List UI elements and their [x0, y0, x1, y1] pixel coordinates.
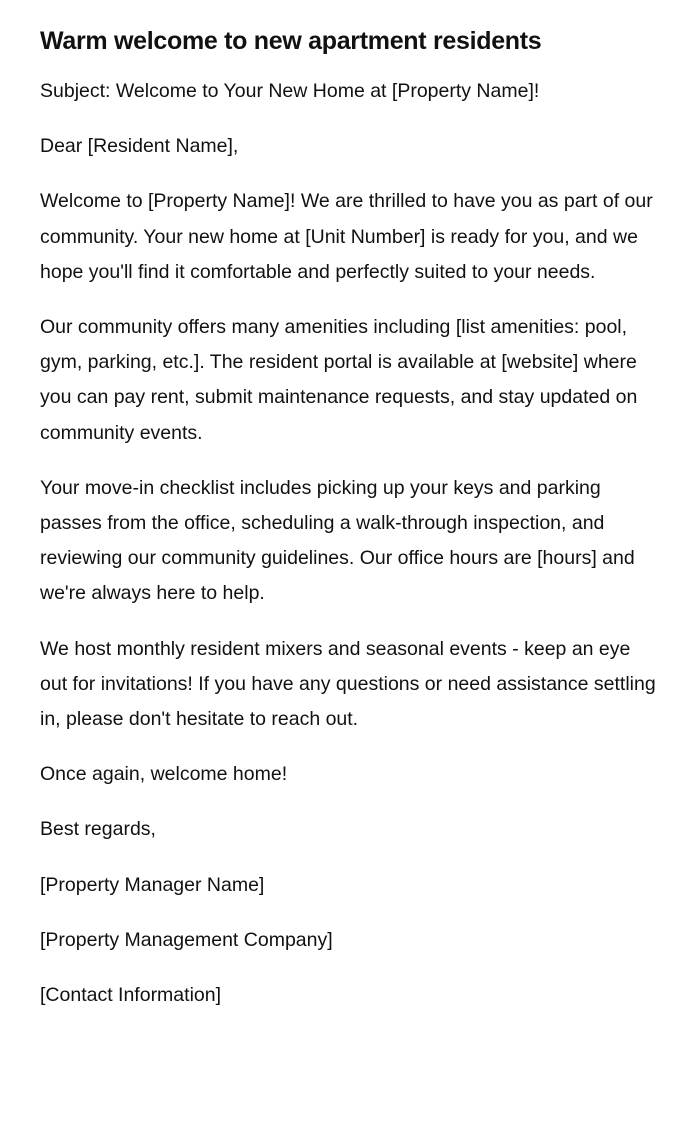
document-title: Warm welcome to new apartment residents	[40, 27, 542, 55]
closing-line: Once again, welcome home!	[40, 763, 288, 786]
signoff: Best regards,	[40, 818, 156, 841]
signature-manager: [Property Manager Name]	[40, 873, 265, 896]
signature-contact: [Contact Information]	[40, 984, 222, 1007]
body-paragraph-events: We host monthly resident mixers and seasonal events - keep an eye out for invitations! If you have any questions or need assistance settling in, please don't hesitate to reach out.	[40, 637, 656, 731]
signature-company: [Property Management Company]	[40, 928, 333, 951]
subject-line: Subject: Welcome to Your New Home at [Property Name]!	[40, 80, 540, 102]
salutation: Dear [Resident Name],	[40, 135, 239, 158]
body-paragraph-checklist: Your move-in checklist includes picking up your keys and parking passes from the office, scheduling a walk-through inspection, and reviewing our community guidelines. Our office hours are [hours] and we're always here to help.	[40, 476, 635, 605]
body-paragraph-amenities: Our community offers many amenities including [list amenities: pool, gym, parking, etc.]. The resident portal is available at [website] where you can pay rent, submit maintenance requests, and stay updated on community events.	[40, 316, 638, 444]
body-paragraph-welcome: Welcome to [Property Name]! We are thrilled to have you as part of our community. Your new home at [Unit Number] is ready for you, and we hope you'll find it comfortable and perfectly suited to your needs.	[40, 190, 653, 283]
